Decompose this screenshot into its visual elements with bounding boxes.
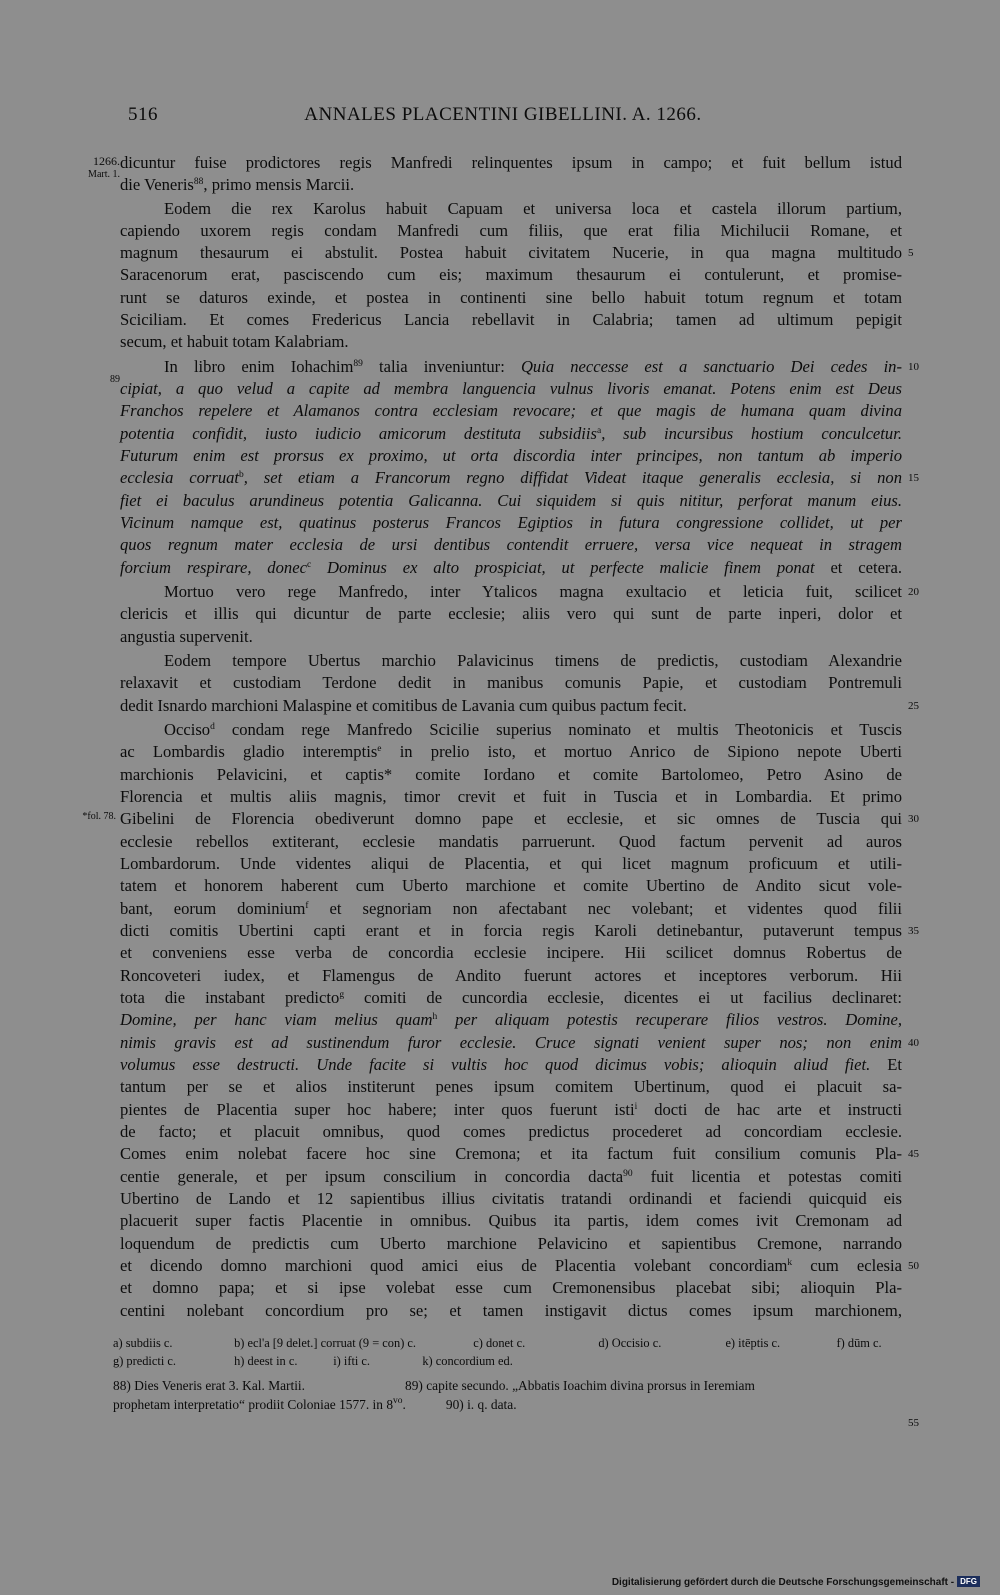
text-line: dicti comitis Ubertini capti erant et in forcia regis Karoli detinebantur, putaverunt tempus (120, 921, 902, 940)
line-number: 55 (908, 1417, 919, 1429)
margin-folio: *fol. 78. (82, 811, 116, 822)
footnote: c) donet c. (473, 1336, 526, 1350)
text-line: secum, et habuit totam Kalabriam. (120, 332, 349, 351)
text-line: Domine, per hanc viam melius quam$^h$ per aliquam potestis recuperare filios vestros. Domine, (120, 1010, 902, 1029)
text-line: runt se daturos exinde, et postea in continenti sine bello habuit totum regnum et totam (120, 288, 902, 307)
text-line: Saracenorum erat, pasciscendo cum eis; maximum thesaurum ei contulerunt, et promise- (120, 265, 902, 284)
text-line: dicuntur fuise prodictores regis Manfredi relinquentes ipsum in campo; et fuit bellum istud (120, 153, 902, 172)
margin-year: 1266. (93, 154, 120, 168)
text-line: capiendo uxorem regis condam Manfredi cum filiis, que erat filia Michilucii Romane, et (120, 221, 902, 240)
line-number: 10 (908, 361, 919, 373)
text-line: relaxavit et custodiam Terdone dedit in manibus comunis Papie, et custodiam Pontremuli (120, 673, 902, 692)
text-line: centini nolebant concordium pro se; et tamen instigavit dictus comes ipsum marchionem, (120, 1301, 902, 1320)
line-number: 25 (908, 700, 919, 712)
margin-date: Mart. 1. (88, 169, 120, 180)
text-line: et conveniens esse verba de concordia ecclesie incipere. Hii scilicet domnus Robertus de (120, 943, 902, 962)
text-line: nimis gravis est ad sustinendum furor ecclesie. Cruce signati venient super nos; non enim (120, 1033, 902, 1052)
text-line: loquendum de predictis cum Uberto marchione Pelavicino et sapientibus Cremone, narrando (120, 1234, 902, 1253)
footnote: h) deest in c. (234, 1354, 298, 1368)
text-line: tantum per se et alios institerunt penes ipsum comitem Ubertinum, quod ei placuit sa- (120, 1077, 902, 1096)
footnote: b) ecl'a [9 delet.] corruat (9 = con) c. (234, 1336, 417, 1350)
text-line: forcium respirare, donec$^c$ Dominus ex alto prospiciat, ut perfecte malicie finem ponat et cetera. (120, 558, 902, 577)
text-line: ecclesie rebellos extiterant, ecclesie mandatis parruerunt. Quod factum pervenit ad auros (120, 832, 902, 851)
footnote: e) itēptis c. (725, 1336, 781, 1350)
text-line: marchionis Pelavicini, et captis* comite Iordano et comite Bartolomeo, Petro Asino de (120, 765, 902, 784)
text-line: Roncoveteri iudex, et Flamengus de Andito fuerunt actores et inceptores verborum. Hii (120, 966, 902, 985)
text-line: ecclesia corruat$^b$, set etiam a Francorum regno diffidat Videat itaque generalis ecclesia, si non (120, 468, 902, 487)
footnote: d) Occisio c. (598, 1336, 662, 1350)
footnote: g) predicti c. (113, 1354, 176, 1368)
text-line: In libro enim Iohachim$^{89}$ talia inveniuntur: Quia neccesse est a sanctuario Dei cedes in- (164, 357, 903, 376)
text-line: Eodem die rex Karolus habuit Capuam et universa loca et castela illorum partium, (164, 199, 902, 218)
running-title: ANNALES PLACENTINI GIBELLINI. A. 1266. (304, 104, 702, 125)
page-number: 516 (128, 104, 158, 125)
text-line: Ubertino de Lando et 12 sapientibus illius civitatis tratandi ordinandi et faciendi quicquid eis (120, 1189, 902, 1208)
text-line: Gibelini de Florencia obediverunt domno pape et ecclesie, et sic omnes de Tuscia qui (120, 809, 902, 828)
text-line: Sciciliam. Et comes Fredericus Lancia rebellavit in Calabria; tamen ad ultimum pepigit (120, 310, 902, 329)
footnote: a) subdiis c. (113, 1336, 173, 1350)
editorial-note: prophetam interpretatio“ prodiit Coloniae 1577. in $8^{vo}$. 90) i. q. data. (113, 1396, 517, 1412)
text-line: Futurum enim est prorsus ex proximo, ut orta discordia inter principes, non tantum ab imperio (120, 446, 902, 465)
text-line: Mortuo vero rege Manfredo, inter Ytalicos magna exultacio et leticia fuit, scilicet (164, 582, 902, 601)
line-number: 45 (908, 1148, 919, 1160)
text-line: Lombardorum. Unde videntes aliqui de Placentia, et qui licet magnum proficuum et utili- (120, 854, 902, 873)
text-line: placuerit super factis Placentie in omnibus. Quibus ita partis, idem comes ivit Cremonam ad (120, 1211, 902, 1230)
text-line: tatem et honorem haberent cum Uberto marchione et comite Ubertino de Andito sicut vole- (120, 876, 902, 895)
text-line: die Veneris$^{88}$, primo mensis Marcii. (120, 175, 355, 194)
line-number: 40 (908, 1037, 919, 1049)
footnote: k) concordium ed. (422, 1354, 513, 1368)
footnote: f) dūm c. (836, 1336, 882, 1350)
margin-note-89: 89 (110, 374, 120, 385)
footnote-row (113, 1334, 882, 1352)
editorial-note: 88) Dies Veneris erat 3. Kal. Martii. 89) capite secundo. „Abbatis Ioachim divina prorsus in Ieremiam (113, 1378, 755, 1393)
text-line: Eodem tempore Ubertus marchio Palavicinus timens de predictis, custodiam Alexandrie (164, 651, 902, 670)
text-line: potentia confidit, iusto iudicio amicorum destituta subsidiis$^a$, sub incursibus hostium conculcetur. (120, 424, 902, 443)
text-line: pientes de Placentia super hoc habere; inter quos fuerunt isti$^i$ docti de hac arte et instructi (120, 1100, 902, 1119)
text-line: ac Lombardis gladio interemptis$^e$ in prelio isto, et mortuo Anrico de Sipiono nepote Uberti (120, 742, 903, 761)
line-number: 30 (908, 813, 919, 825)
text-line: et domno papa; et si ipse volebat esse cum Cremonensibus placebat sibi; alioquin Pla- (120, 1278, 902, 1297)
line-number: 20 (908, 586, 919, 598)
footnote-row (113, 1352, 513, 1370)
dfg-logo: DFG (957, 1576, 980, 1587)
text-line: clericis et illis qui dicuntur de parte ecclesie; aliis vero qui sunt de parte inperi, dolor et (120, 604, 902, 623)
text-line: fiet ei baculus arundineus potentia Galicanna. Cui siquidem si quis nititur, perforat manum eius. (120, 491, 902, 510)
text-line: angustia supervenit. (120, 627, 253, 646)
text-line: Comes enim nolebat facere hoc sine Cremona; et ita factum fuit consilium comunis Pla- (120, 1144, 902, 1163)
text-line: volumus esse destructi. Unde facite si vultis hoc quod dicimus vobis; alioquin aliud fiet. Et (120, 1055, 902, 1074)
line-number: 35 (908, 925, 919, 937)
footnote: i) ifti c. (333, 1354, 371, 1368)
text-line: cipiat, a quo velud a capite ad membra languencia vulnus livoris emanat. Potens enim est Deus (120, 379, 902, 398)
text-line: Franchos repelere et Alamanos contra ecclesiam revocare; et que magis de humana quam divina (120, 401, 902, 420)
line-number: 50 (908, 1260, 919, 1272)
text-line: Occiso$^d$ condam rege Manfredo Scicilie superius nominato et multis Theotonicis et Tuscis (164, 720, 902, 739)
digitization-credit: Digitalisierung gefördert durch die Deutsche Forschungsgemeinschaft - DFG (612, 1576, 980, 1588)
text-line: dedit Isnardo marchioni Malaspine et comitibus de Lavania cum quibus pactum fecit. (120, 696, 687, 715)
text-line: centie generale, et per ipsum conscilium in concordia dacta$^{90}$ fuit licentia et potestas comiti (120, 1167, 902, 1186)
text-line: Florencia et multis aliis magnis, timor crevit et fuit in Tuscia et in Lombardia. Et primo (120, 787, 902, 806)
text-line: bant, eorum dominium$^f$ et segnoriam non afectabant nec volebant; et videntes quod filii (120, 899, 902, 918)
text-line: magnum thesaurum ei abstulit. Postea habuit civitatem Nucerie, in qua magna multitudo (120, 243, 902, 262)
text-line: Vicinum namque est, quatinus posterus Francos Egiptios in futura congressione collidet, ut per (120, 513, 902, 532)
line-number: 5 (908, 247, 914, 259)
line-number: 15 (908, 472, 919, 484)
text-line: de facto; et placuit omnibus, quod comes predictus procederet ad concordiam ecclesie. (120, 1122, 902, 1141)
text-line: et dicendo domno marchioni quod amici eius de Placentia volebant concordiam$^k$ cum eclesia (120, 1256, 902, 1275)
text-line: quos regnum mater ecclesia de ursi dentibus contendit erruere, versa vice nequeat in stragem (120, 535, 902, 554)
text-line: tota die instabant predicto$^g$ comiti de cuncordia ecclesie, dicentes ei ut facilius declinaret: (120, 988, 902, 1007)
